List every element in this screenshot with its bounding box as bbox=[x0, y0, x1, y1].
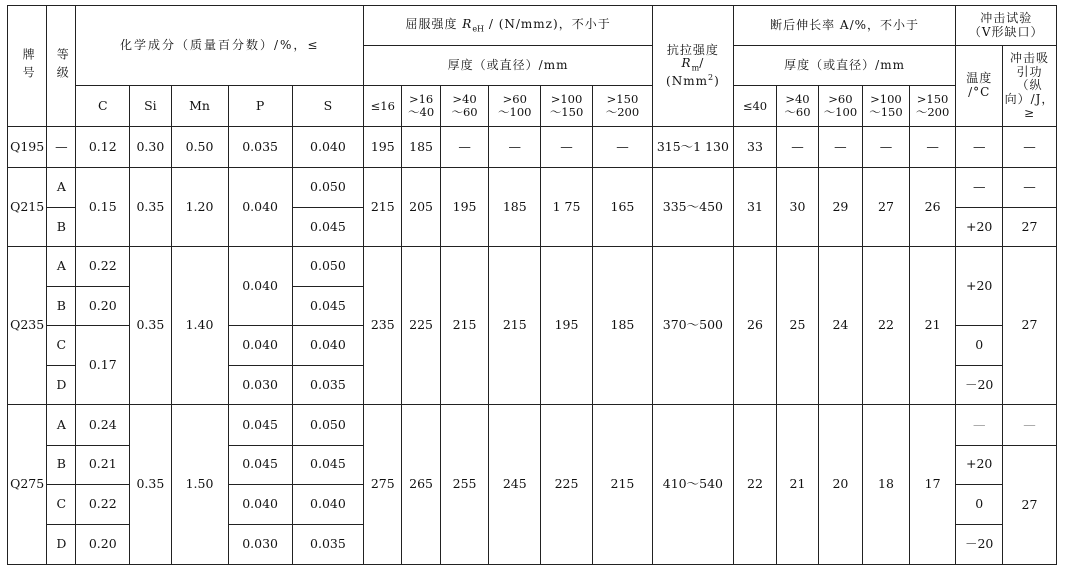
p-cell: 0.040 bbox=[228, 326, 292, 366]
c-cell: 0.22 bbox=[76, 484, 130, 524]
elong-cell: 21 bbox=[777, 405, 818, 565]
absorb-cell: — bbox=[1002, 127, 1056, 167]
yield-cell: 165 bbox=[592, 167, 652, 246]
elong-cell: 22 bbox=[733, 405, 776, 565]
yield-cell: 255 bbox=[440, 405, 489, 565]
level-cell: B bbox=[47, 286, 76, 325]
level-cell: A bbox=[47, 405, 76, 445]
si-cell: 0.35 bbox=[130, 167, 171, 246]
yield-cell: 185 bbox=[592, 246, 652, 405]
s-cell: 0.045 bbox=[292, 207, 363, 246]
elong-cell: 31 bbox=[733, 167, 776, 246]
elong-cell: 20 bbox=[818, 405, 863, 565]
p-cell: 0.030 bbox=[228, 366, 292, 405]
p-cell: 0.040 bbox=[228, 167, 292, 246]
steel-properties-table bbox=[7, 5, 1057, 565]
grade-cell: Q195 bbox=[8, 127, 47, 167]
s-cell: 0.040 bbox=[292, 127, 363, 167]
si-cell: 0.30 bbox=[130, 127, 171, 167]
temp-cell: 0 bbox=[956, 326, 1003, 366]
s-cell: 0.045 bbox=[292, 286, 363, 325]
c-cell: 0.22 bbox=[76, 246, 130, 286]
s-cell: 0.040 bbox=[292, 484, 363, 524]
yield-thickness-header: 厚度（或直径）/mm bbox=[364, 46, 653, 86]
mn-cell: 1.50 bbox=[171, 405, 228, 565]
temp-cell: －20 bbox=[956, 366, 1003, 405]
level-cell: A bbox=[47, 167, 76, 207]
level-cell: — bbox=[47, 127, 76, 167]
yield-cell: 195 bbox=[541, 246, 593, 405]
elong-cell: 17 bbox=[909, 405, 956, 565]
si-cell: 0.35 bbox=[130, 405, 171, 565]
level-cell: D bbox=[47, 524, 76, 564]
elong-cell: 25 bbox=[777, 246, 818, 405]
table-row bbox=[8, 167, 1057, 207]
table-row bbox=[8, 405, 1057, 445]
yield-range-5: >100 ～150 bbox=[541, 86, 593, 127]
absorb-cell: — bbox=[1002, 405, 1056, 445]
absorbed-energy-header: 冲击吸引功 （纵向）/J， ≥ bbox=[1002, 46, 1056, 127]
c-cell: 0.24 bbox=[76, 405, 130, 445]
yield-cell: — bbox=[440, 127, 489, 167]
element-si-header: Si bbox=[130, 86, 171, 127]
yield-cell: 215 bbox=[364, 167, 402, 246]
mn-cell: 1.20 bbox=[171, 167, 228, 246]
temp-cell: — bbox=[956, 127, 1003, 167]
level-cell: C bbox=[47, 326, 76, 366]
yield-cell: 215 bbox=[592, 405, 652, 565]
si-cell: 0.35 bbox=[130, 246, 171, 405]
elong-range-3: >60 ～100 bbox=[818, 86, 863, 127]
elong-cell: 24 bbox=[818, 246, 863, 405]
level-cell: B bbox=[47, 207, 76, 246]
yield-cell: 1 75 bbox=[541, 167, 593, 246]
yield-cell: 275 bbox=[364, 405, 402, 565]
element-p-header: P bbox=[228, 86, 292, 127]
yield-cell: 225 bbox=[402, 246, 440, 405]
elongation-header: 断后伸长率 A/%，不小于 bbox=[733, 6, 956, 46]
p-cell: 0.045 bbox=[228, 405, 292, 445]
s-cell: 0.050 bbox=[292, 246, 363, 286]
grade-cell: Q235 bbox=[8, 246, 47, 405]
p-cell: 0.040 bbox=[228, 246, 292, 325]
yield-cell: 235 bbox=[364, 246, 402, 405]
s-cell: 0.035 bbox=[292, 366, 363, 405]
element-s-header: S bbox=[292, 86, 363, 127]
elong-cell: 21 bbox=[909, 246, 956, 405]
p-cell: 0.045 bbox=[228, 445, 292, 484]
elong-cell: 30 bbox=[777, 167, 818, 246]
yield-range-6: >150 ～200 bbox=[592, 86, 652, 127]
elong-cell: 26 bbox=[909, 167, 956, 246]
absorb-cell: — bbox=[1002, 167, 1056, 207]
yield-strength-header: 屈服强度 $R_{eH} / (N/mmz)$，不小于 bbox=[364, 6, 653, 46]
yield-cell: 265 bbox=[402, 405, 440, 565]
p-cell: 0.035 bbox=[228, 127, 292, 167]
absorb-cell: 27 bbox=[1002, 207, 1056, 246]
element-c-header: C bbox=[76, 86, 130, 127]
elong-cell: — bbox=[818, 127, 863, 167]
elong-cell: 26 bbox=[733, 246, 776, 405]
temp-cell: －20 bbox=[956, 524, 1003, 564]
temp-cell: +20 bbox=[956, 445, 1003, 484]
s-cell: 0.040 bbox=[292, 326, 363, 366]
yield-cell: 185 bbox=[489, 167, 541, 246]
tensile-strength-header: 抗拉强度 $R_m/$ (Nmm$^2$) bbox=[653, 6, 734, 127]
temp-cell: +20 bbox=[956, 246, 1003, 325]
yield-cell: — bbox=[592, 127, 652, 167]
tensile-cell: 410～540 bbox=[653, 405, 734, 565]
c-cell: 0.20 bbox=[76, 524, 130, 564]
c-cell: 0.12 bbox=[76, 127, 130, 167]
absorb-cell: 27 bbox=[1002, 445, 1056, 565]
tensile-cell: 315～1 130 bbox=[653, 127, 734, 167]
yield-cell: 215 bbox=[489, 246, 541, 405]
level-cell: D bbox=[47, 366, 76, 405]
elong-cell: — bbox=[777, 127, 818, 167]
elong-range-5: >150 ～200 bbox=[909, 86, 956, 127]
p-cell: 0.030 bbox=[228, 524, 292, 564]
elong-range-2: >40 ～60 bbox=[777, 86, 818, 127]
yield-range-2: >16 ～40 bbox=[402, 86, 440, 127]
impact-test-header: 冲击试验 （V形缺口） bbox=[956, 6, 1057, 46]
elong-cell: 27 bbox=[863, 167, 910, 246]
elong-cell: — bbox=[909, 127, 956, 167]
elong-cell: 22 bbox=[863, 246, 910, 405]
elong-cell: 29 bbox=[818, 167, 863, 246]
yield-range-1: ≤16 bbox=[364, 86, 402, 127]
temp-cell: +20 bbox=[956, 207, 1003, 246]
table-row bbox=[8, 246, 1057, 286]
level-cell: C bbox=[47, 484, 76, 524]
tensile-cell: 335～450 bbox=[653, 167, 734, 246]
level-cell: A bbox=[47, 246, 76, 286]
s-cell: 0.045 bbox=[292, 445, 363, 484]
temp-cell: — bbox=[956, 167, 1003, 207]
chemical-composition-header: 化学成分（质量百分数）/%，≤ bbox=[76, 6, 364, 86]
temperature-header: 温度 /°C bbox=[956, 46, 1003, 127]
yield-cell: 245 bbox=[489, 405, 541, 565]
temp-cell: 0 bbox=[956, 484, 1003, 524]
elong-thickness-header: 厚度（或直径）/mm bbox=[733, 46, 956, 86]
temp-cell: — bbox=[956, 405, 1003, 445]
c-cell: 0.15 bbox=[76, 167, 130, 246]
elong-cell: 33 bbox=[733, 127, 776, 167]
grade-cell: Q275 bbox=[8, 405, 47, 565]
level-cell: B bbox=[47, 445, 76, 484]
elong-range-4: >100 ～150 bbox=[863, 86, 910, 127]
element-mn-header: Mn bbox=[171, 86, 228, 127]
mn-cell: 1.40 bbox=[171, 246, 228, 405]
elong-cell: — bbox=[863, 127, 910, 167]
table-row bbox=[8, 127, 1057, 167]
yield-cell: 225 bbox=[541, 405, 593, 565]
c-cell: 0.17 bbox=[76, 326, 130, 405]
grade-cell: Q215 bbox=[8, 167, 47, 246]
yield-cell: 195 bbox=[364, 127, 402, 167]
elong-range-1: ≤40 bbox=[733, 86, 776, 127]
elong-cell: 18 bbox=[863, 405, 910, 565]
yield-cell: — bbox=[489, 127, 541, 167]
yield-cell: — bbox=[541, 127, 593, 167]
absorb-cell: 27 bbox=[1002, 246, 1056, 405]
yield-cell: 185 bbox=[402, 127, 440, 167]
grade-header: 牌号 bbox=[8, 6, 47, 127]
mn-cell: 0.50 bbox=[171, 127, 228, 167]
p-cell: 0.040 bbox=[228, 484, 292, 524]
yield-range-4: >60 ～100 bbox=[489, 86, 541, 127]
s-cell: 0.035 bbox=[292, 524, 363, 564]
yield-cell: 205 bbox=[402, 167, 440, 246]
s-cell: 0.050 bbox=[292, 167, 363, 207]
yield-cell: 215 bbox=[440, 246, 489, 405]
tensile-cell: 370～500 bbox=[653, 246, 734, 405]
yield-cell: 195 bbox=[440, 167, 489, 246]
c-cell: 0.21 bbox=[76, 445, 130, 484]
yield-range-3: >40 ～60 bbox=[440, 86, 489, 127]
level-header: 等级 bbox=[47, 6, 76, 127]
s-cell: 0.050 bbox=[292, 405, 363, 445]
c-cell: 0.20 bbox=[76, 286, 130, 325]
